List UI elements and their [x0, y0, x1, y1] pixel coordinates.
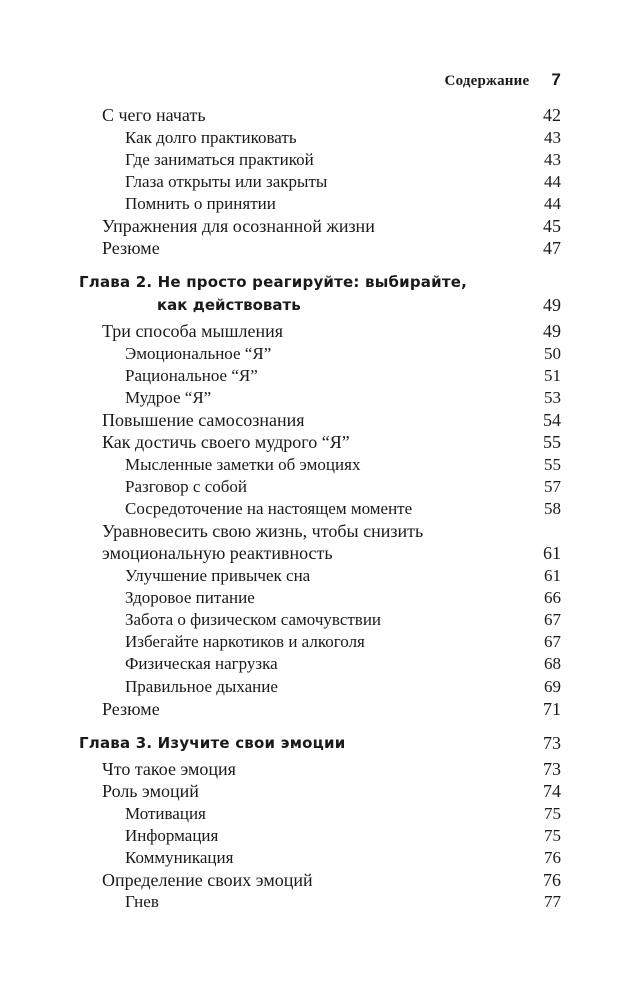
- toc-subentry-page: 75: [544, 804, 561, 823]
- toc-subentry: [0, 149, 637, 171]
- toc-subentry: [0, 454, 637, 476]
- toc-subentry: [0, 847, 637, 869]
- toc-subentry-page: 43: [544, 128, 561, 147]
- toc-subentry-page: 69: [544, 677, 561, 696]
- toc-entry-page: 71: [543, 699, 561, 719]
- toc-subentry-label: Мысленные заметки об эмоциях: [125, 455, 361, 474]
- toc-subentry-page: 55: [544, 455, 561, 474]
- toc-subentry: [0, 631, 637, 653]
- toc-entry: [0, 520, 637, 542]
- toc-subentry: [0, 171, 637, 193]
- toc-entry-label: Резюме: [102, 699, 160, 719]
- toc-subentry-page: 66: [544, 588, 561, 607]
- toc-entry-label: Три способа мышления: [102, 321, 284, 341]
- toc-subentry-label: Разговор с собой: [125, 477, 248, 496]
- toc-entry-page: 49: [543, 321, 561, 341]
- toc-entry-label: С чего начать: [102, 105, 206, 125]
- toc-entry: [0, 698, 637, 720]
- toc-subentry: [0, 343, 637, 365]
- toc-entry: [0, 215, 637, 237]
- toc-subentry: [0, 498, 637, 520]
- toc-subentry: [0, 193, 637, 215]
- toc-entry-page: 47: [543, 238, 561, 258]
- toc-subentry-label: Забота о физическом самочувствии: [125, 610, 382, 629]
- toc-chapter-heading: [0, 732, 637, 754]
- running-head-page-number: 7: [551, 70, 561, 89]
- toc-chapter-title: Глава 2. Не просто реагируйте: выбирайте,: [79, 273, 467, 291]
- toc-subentry: [0, 803, 637, 825]
- toc-subentry-page: 67: [544, 610, 561, 629]
- toc-subentry-page: 43: [544, 150, 561, 169]
- toc-subentry-label: Как долго практиковать: [125, 128, 297, 147]
- toc-subentry-page: 68: [544, 654, 561, 673]
- toc-entry-page: 61: [543, 543, 561, 563]
- toc-entry: [0, 431, 637, 453]
- toc-subentry: [0, 587, 637, 609]
- toc-entry-label: Определение своих эмоций: [102, 870, 313, 890]
- toc-subentry-label: Сосредоточение на настоящем моменте: [125, 499, 413, 518]
- toc-subentry: [0, 365, 637, 387]
- toc-subentry: [0, 476, 637, 498]
- toc-entry: [0, 780, 637, 802]
- toc-subentry-label: Правильное дыхание: [125, 677, 278, 696]
- toc-subentry-label: Гнев: [125, 892, 159, 911]
- toc-subentry-page: 61: [544, 566, 561, 585]
- toc-subentry-label: Помнить о принятии: [125, 194, 276, 213]
- toc-entry-page: 54: [543, 410, 561, 430]
- toc-entry-label: эмоциональную реактивность: [102, 543, 333, 563]
- toc-entry-label: Уравновесить свою жизнь, чтобы снизить: [102, 521, 424, 541]
- toc-entry-page: 76: [543, 870, 561, 890]
- toc-entry: [0, 237, 637, 259]
- toc-subentry-label: Эмоциональное “Я”: [125, 344, 272, 363]
- toc-entry-page: 74: [543, 781, 561, 801]
- toc-subentry-page: 58: [544, 499, 561, 518]
- toc-subentry-page: 75: [544, 826, 561, 845]
- toc-entry-page: 45: [543, 216, 561, 236]
- toc-entry: [0, 869, 637, 891]
- toc-subentry-label: Глаза открыты или закрыты: [125, 172, 328, 191]
- toc-subentry-label: Коммуникация: [125, 848, 234, 867]
- toc-subentry-page: 57: [544, 477, 561, 496]
- toc-subentry: [0, 891, 637, 913]
- toc-subentry-page: 76: [544, 848, 561, 867]
- toc-subentry-label: Улучшение привычек сна: [125, 566, 311, 585]
- toc-chapter-title: как действовать: [157, 296, 301, 314]
- toc-subentry-page: 44: [544, 172, 561, 191]
- toc-subentry: [0, 653, 637, 675]
- toc-chapter-page: 73: [543, 733, 561, 753]
- toc-subentry-label: Здоровое питание: [125, 588, 255, 607]
- toc-subentry-page: 67: [544, 632, 561, 651]
- toc-subentry: [0, 565, 637, 587]
- toc-subentry-page: 77: [544, 892, 561, 911]
- toc-entry-label: Как достичь своего мудрого “Я”: [102, 432, 350, 452]
- toc-subentry-label: Где заниматься практикой: [125, 150, 314, 169]
- toc-chapter-heading-continued: [0, 294, 637, 316]
- running-head-section: Содержание: [444, 73, 530, 89]
- toc-subentry-page: 51: [544, 366, 561, 385]
- toc-entry-page: 55: [543, 432, 561, 452]
- toc-entry-page: 42: [543, 105, 561, 125]
- toc-entry-label: Резюме: [102, 238, 160, 258]
- toc-entry-label: Что такое эмоция: [102, 759, 236, 779]
- toc-subentry: [0, 609, 637, 631]
- toc-subentry-label: Рациональное “Я”: [125, 366, 258, 385]
- toc-entry: [0, 542, 637, 564]
- toc-subentry: [0, 676, 637, 698]
- toc-subentry-page: 53: [544, 388, 561, 407]
- toc-subentry-label: Мудрое “Я”: [125, 388, 212, 407]
- toc-chapter-heading: [0, 271, 637, 293]
- toc-entry-label: Повышение самосознания: [102, 410, 305, 430]
- toc-entry: [0, 758, 637, 780]
- toc-subentry: [0, 825, 637, 847]
- toc-subentry-page: 50: [544, 344, 561, 363]
- toc-entry-label: Упражнения для осознанной жизни: [102, 216, 375, 236]
- toc-subentry-label: Мотивация: [125, 804, 206, 823]
- toc-entry: [0, 409, 637, 431]
- toc-entry: [0, 320, 637, 342]
- toc-subentry-label: Избегайте наркотиков и алкоголя: [125, 632, 365, 651]
- toc-subentry: [0, 387, 637, 409]
- toc-chapter-page: 49: [543, 295, 561, 315]
- toc-subentry-page: 44: [544, 194, 561, 213]
- toc-subentry-label: Информация: [125, 826, 219, 845]
- toc-subentry-label: Физическая нагрузка: [125, 654, 278, 673]
- toc-chapter-title: Глава 3. Изучите свои эмоции: [79, 734, 346, 752]
- toc-entry-label: Роль эмоций: [102, 781, 199, 801]
- toc-entry-page: 73: [543, 759, 561, 779]
- toc-subentry: [0, 127, 637, 149]
- toc-entry: [0, 104, 637, 126]
